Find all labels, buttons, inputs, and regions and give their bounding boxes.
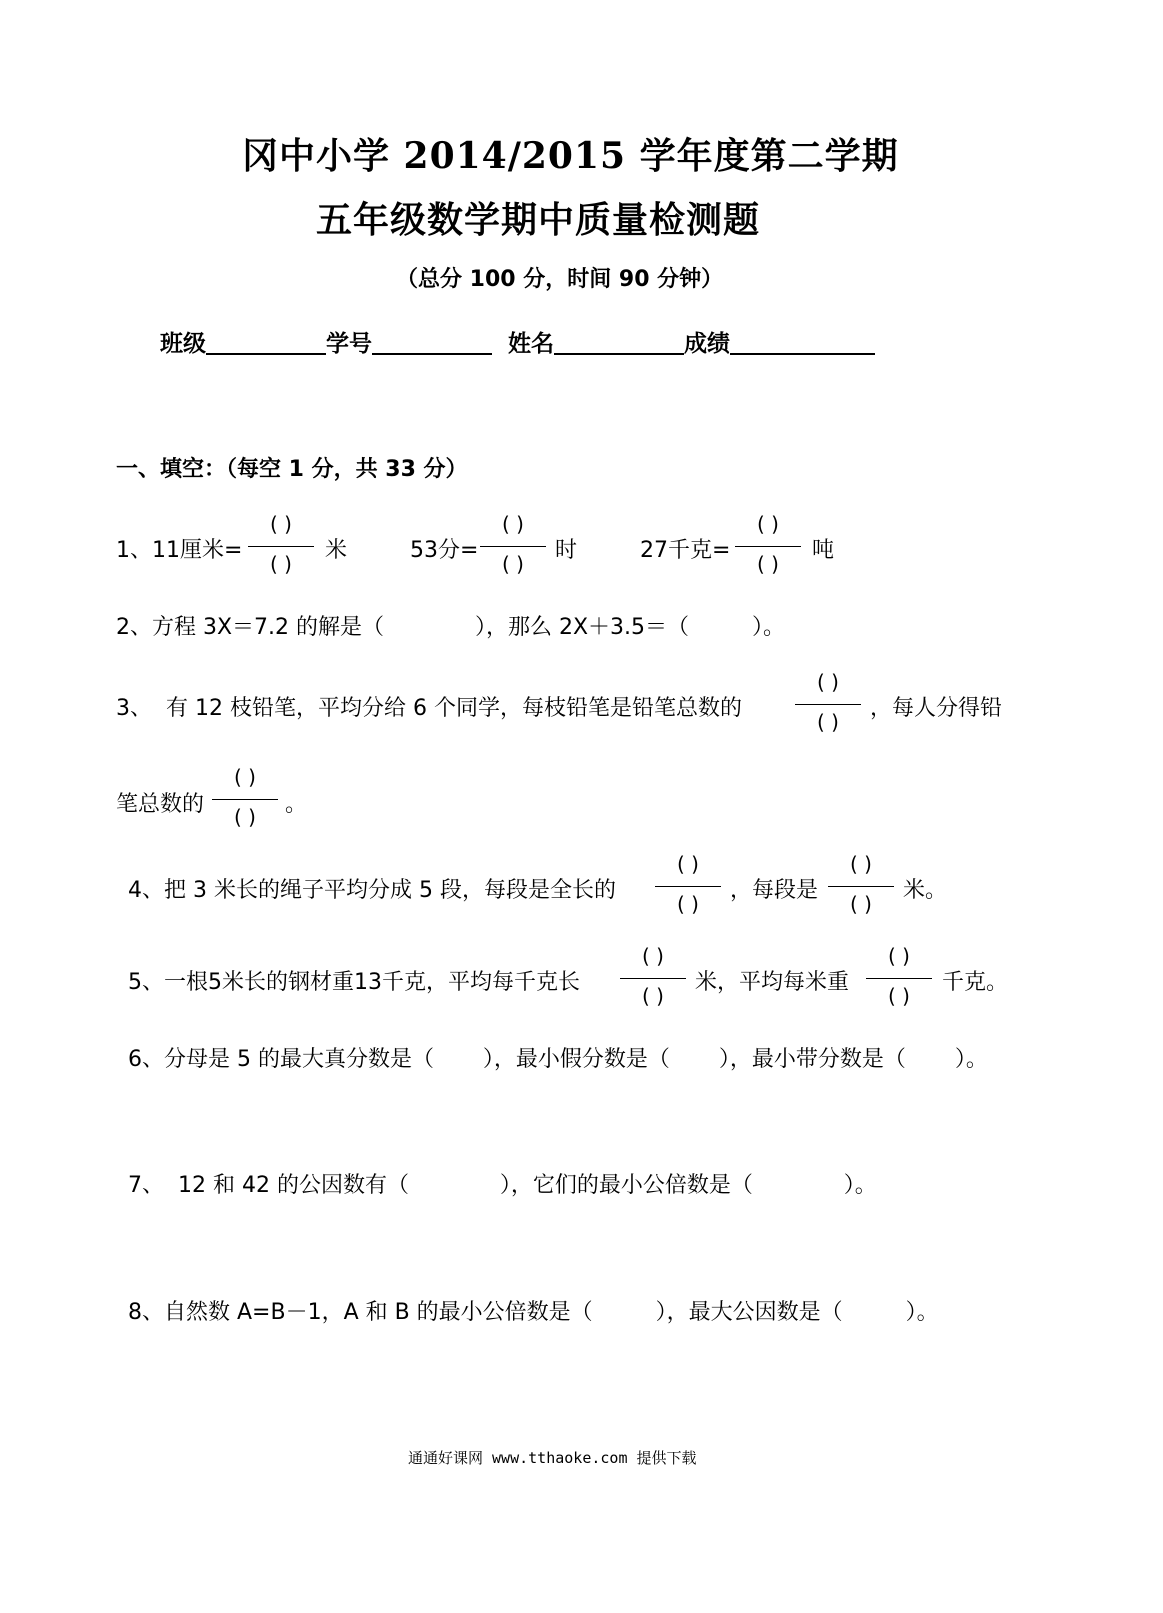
fraction-blank[interactable]: ( ) ( ) [620, 940, 686, 1016]
q3-part1: 3、 有 12 枝铅笔，平均分给 6 个同学，每枝铅笔是铅笔总数的 [116, 696, 742, 721]
q1-part1: 1、11厘米= [116, 538, 243, 563]
q2-text: 2、方程 3X＝7.2 的解是（ ），那么 2X＋3.5＝（ ）。 [116, 615, 785, 640]
q1-unit3: 吨 [812, 538, 835, 563]
q5-part2: 米，平均每米重 [695, 970, 850, 995]
q1-unit2: 时 [555, 538, 578, 563]
number-blank[interactable] [372, 331, 492, 355]
exam-subtitle: （总分 100 分，时间 90 分钟） [396, 267, 724, 292]
fraction-blank[interactable]: ( ) ( ) [655, 848, 721, 924]
q4-part1: 4、把 3 米长的绳子平均分成 5 段，每段是全长的 [128, 878, 616, 903]
score-label: 成绩 [684, 331, 731, 357]
fraction-blank[interactable]: ( ) ( ) [248, 508, 314, 584]
q3-part3: 笔总数的 [116, 792, 205, 817]
name-blank[interactable] [554, 331, 684, 355]
q5-part3: 千克。 [942, 970, 1009, 995]
student-info-row [160, 325, 875, 358]
section-heading: 一、填空：（每空 1 分，共 33 分） [116, 457, 468, 482]
exam-title-line2: 五年级数学期中质量检测题 [316, 199, 761, 241]
q5-part1: 5、一根5米长的钢材重13千克，平均每千克长 [128, 970, 580, 995]
q6-text: 6、分母是 5 的最大真分数是（ ），最小假分数是（ ），最小带分数是（ ）。 [128, 1047, 988, 1072]
q4-part3: 米。 [903, 878, 948, 903]
q7-text: 7、 12 和 42 的公因数有（ ），它们的最小公倍数是（ ）。 [128, 1173, 877, 1198]
fraction-blank[interactable]: ( ) ( ) [795, 666, 861, 742]
fraction-blank[interactable]: ( ) ( ) [212, 761, 278, 837]
q1-part3: 27千克= [640, 538, 731, 563]
fraction-blank[interactable]: ( ) ( ) [735, 508, 801, 584]
score-blank[interactable] [730, 331, 875, 355]
class-label: 班级 [160, 331, 206, 357]
fraction-blank[interactable]: ( ) ( ) [828, 848, 894, 924]
q1-unit1: 米 [325, 538, 348, 563]
name-label: 姓名 [508, 331, 555, 357]
number-label: 学号 [326, 331, 372, 357]
q1-part2: 53分= [410, 538, 479, 563]
q4-part2: ，每段是 [730, 878, 819, 903]
exam-title-line1: 冈中小学 2014/2015 学年度第二学期 [242, 135, 899, 177]
q8-text: 8、自然数 A=B－1，A 和 B 的最小公倍数是（ ），最大公因数是（ ）。 [128, 1300, 939, 1325]
q3-part4: 。 [285, 792, 308, 817]
footer-source: 通通好课网 www.tthaoke.com 提供下载 [408, 1449, 697, 1467]
fraction-blank[interactable]: ( ) ( ) [480, 508, 546, 584]
fraction-blank[interactable]: ( ) ( ) [866, 940, 932, 1016]
q3-part2: ，每人分得铅 [870, 696, 1003, 721]
class-blank[interactable] [206, 331, 326, 355]
